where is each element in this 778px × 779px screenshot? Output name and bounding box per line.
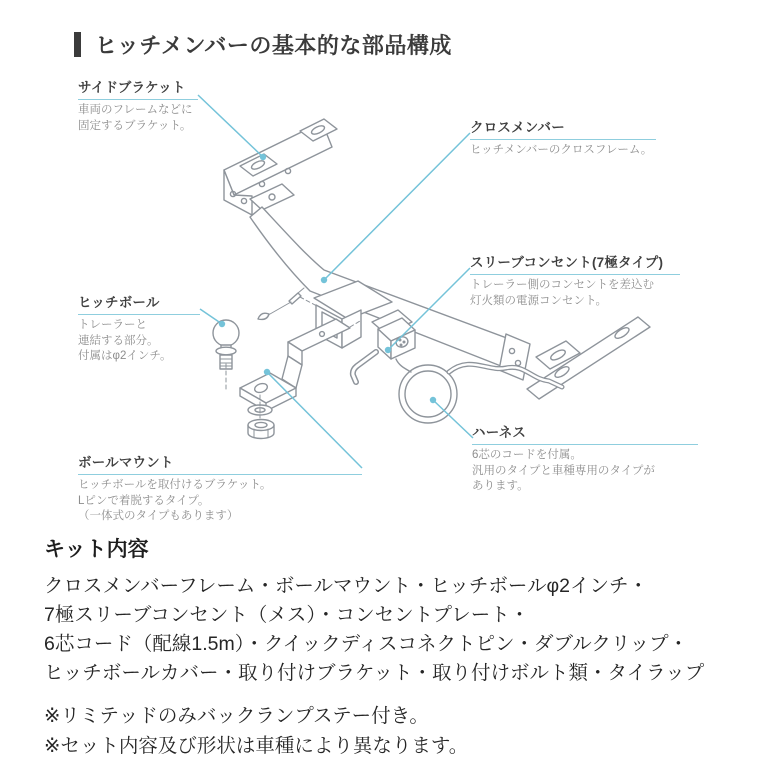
quick-pin-clip-drawing <box>258 288 304 319</box>
kit-contents-line: ヒッチボールカバー・取り付けブラケット・取り付けボルト類・タイラップ <box>44 662 705 684</box>
label-desc-line: 連結する部分。 <box>78 334 159 347</box>
notes-section <box>44 701 468 761</box>
label-hitch-ball <box>78 291 200 365</box>
label-desc-line: 灯火類の電源コンセント。 <box>470 294 607 307</box>
side-bracket-drawing <box>224 119 337 215</box>
label-desc-line: ヒッチメンバーのクロスフレーム。 <box>470 144 653 156</box>
label-desc-line: 付属はφ2インチ。 <box>78 350 172 362</box>
hitch-ball-drawing <box>213 320 239 369</box>
label-desc-line: 車両のフレームなどに <box>78 104 193 116</box>
label-title: ボールマウント <box>78 451 362 475</box>
label-title: ハーネス <box>472 421 698 445</box>
label-cross-member <box>470 116 656 159</box>
label-desc-line: Lピンで着脱するタイプ。 <box>78 494 210 507</box>
label-ball-mount <box>78 451 362 525</box>
label-sleeve-outlet <box>470 251 680 309</box>
note-line: ※セット内容及び形状は車種により異なります。 <box>44 735 469 757</box>
label-title: スリーブコンセント(7極タイプ) <box>470 251 680 275</box>
kit-contents-heading: キット内容 <box>44 538 149 561</box>
label-title: クロスメンバー <box>470 116 656 140</box>
label-desc-line: トレーラー側のコンセントを差込む <box>470 279 654 291</box>
label-title: ヒッチボール <box>78 291 200 315</box>
right-side-bracket-drawing <box>527 317 650 399</box>
kit-contents-line: 7極スリーブコンセント（メス）・コンセントプレート・ <box>44 604 530 626</box>
label-desc-line: 6芯のコードを付属。 <box>472 449 582 461</box>
label-desc-line: 汎用のタイプと車種専用のタイプが <box>472 464 655 477</box>
kit-contents-line: 6芯コード（配線1.5m）・クイックディスコネクトピン・ダブルクリップ・ <box>44 633 689 655</box>
label-title: サイドブラケット <box>78 76 198 100</box>
label-desc-line: ヒッチボールを取付けるブラケット。 <box>78 479 272 491</box>
note-line: ※リミテッドのみバックランプステー付き。 <box>44 705 429 727</box>
label-side-bracket <box>78 76 198 134</box>
label-desc-line: 固定するブラケット。 <box>78 119 192 132</box>
label-desc-line: （一体式のタイプもあります） <box>78 510 239 522</box>
ball-mount-drawing <box>240 319 350 411</box>
kit-contents-section <box>44 533 704 688</box>
label-desc-line: トレーラーと <box>78 319 147 331</box>
page-title: ヒッチメンバーの基本的な部品構成 <box>95 33 452 58</box>
label-desc-line: あります。 <box>472 480 529 492</box>
kit-contents-line: クロスメンバーフレーム・ボールマウント・ヒッチボールφ2インチ・ <box>44 575 649 597</box>
washer-nut-drawing <box>248 405 274 439</box>
label-harness <box>472 421 698 495</box>
l-pin-drawing <box>353 352 376 382</box>
